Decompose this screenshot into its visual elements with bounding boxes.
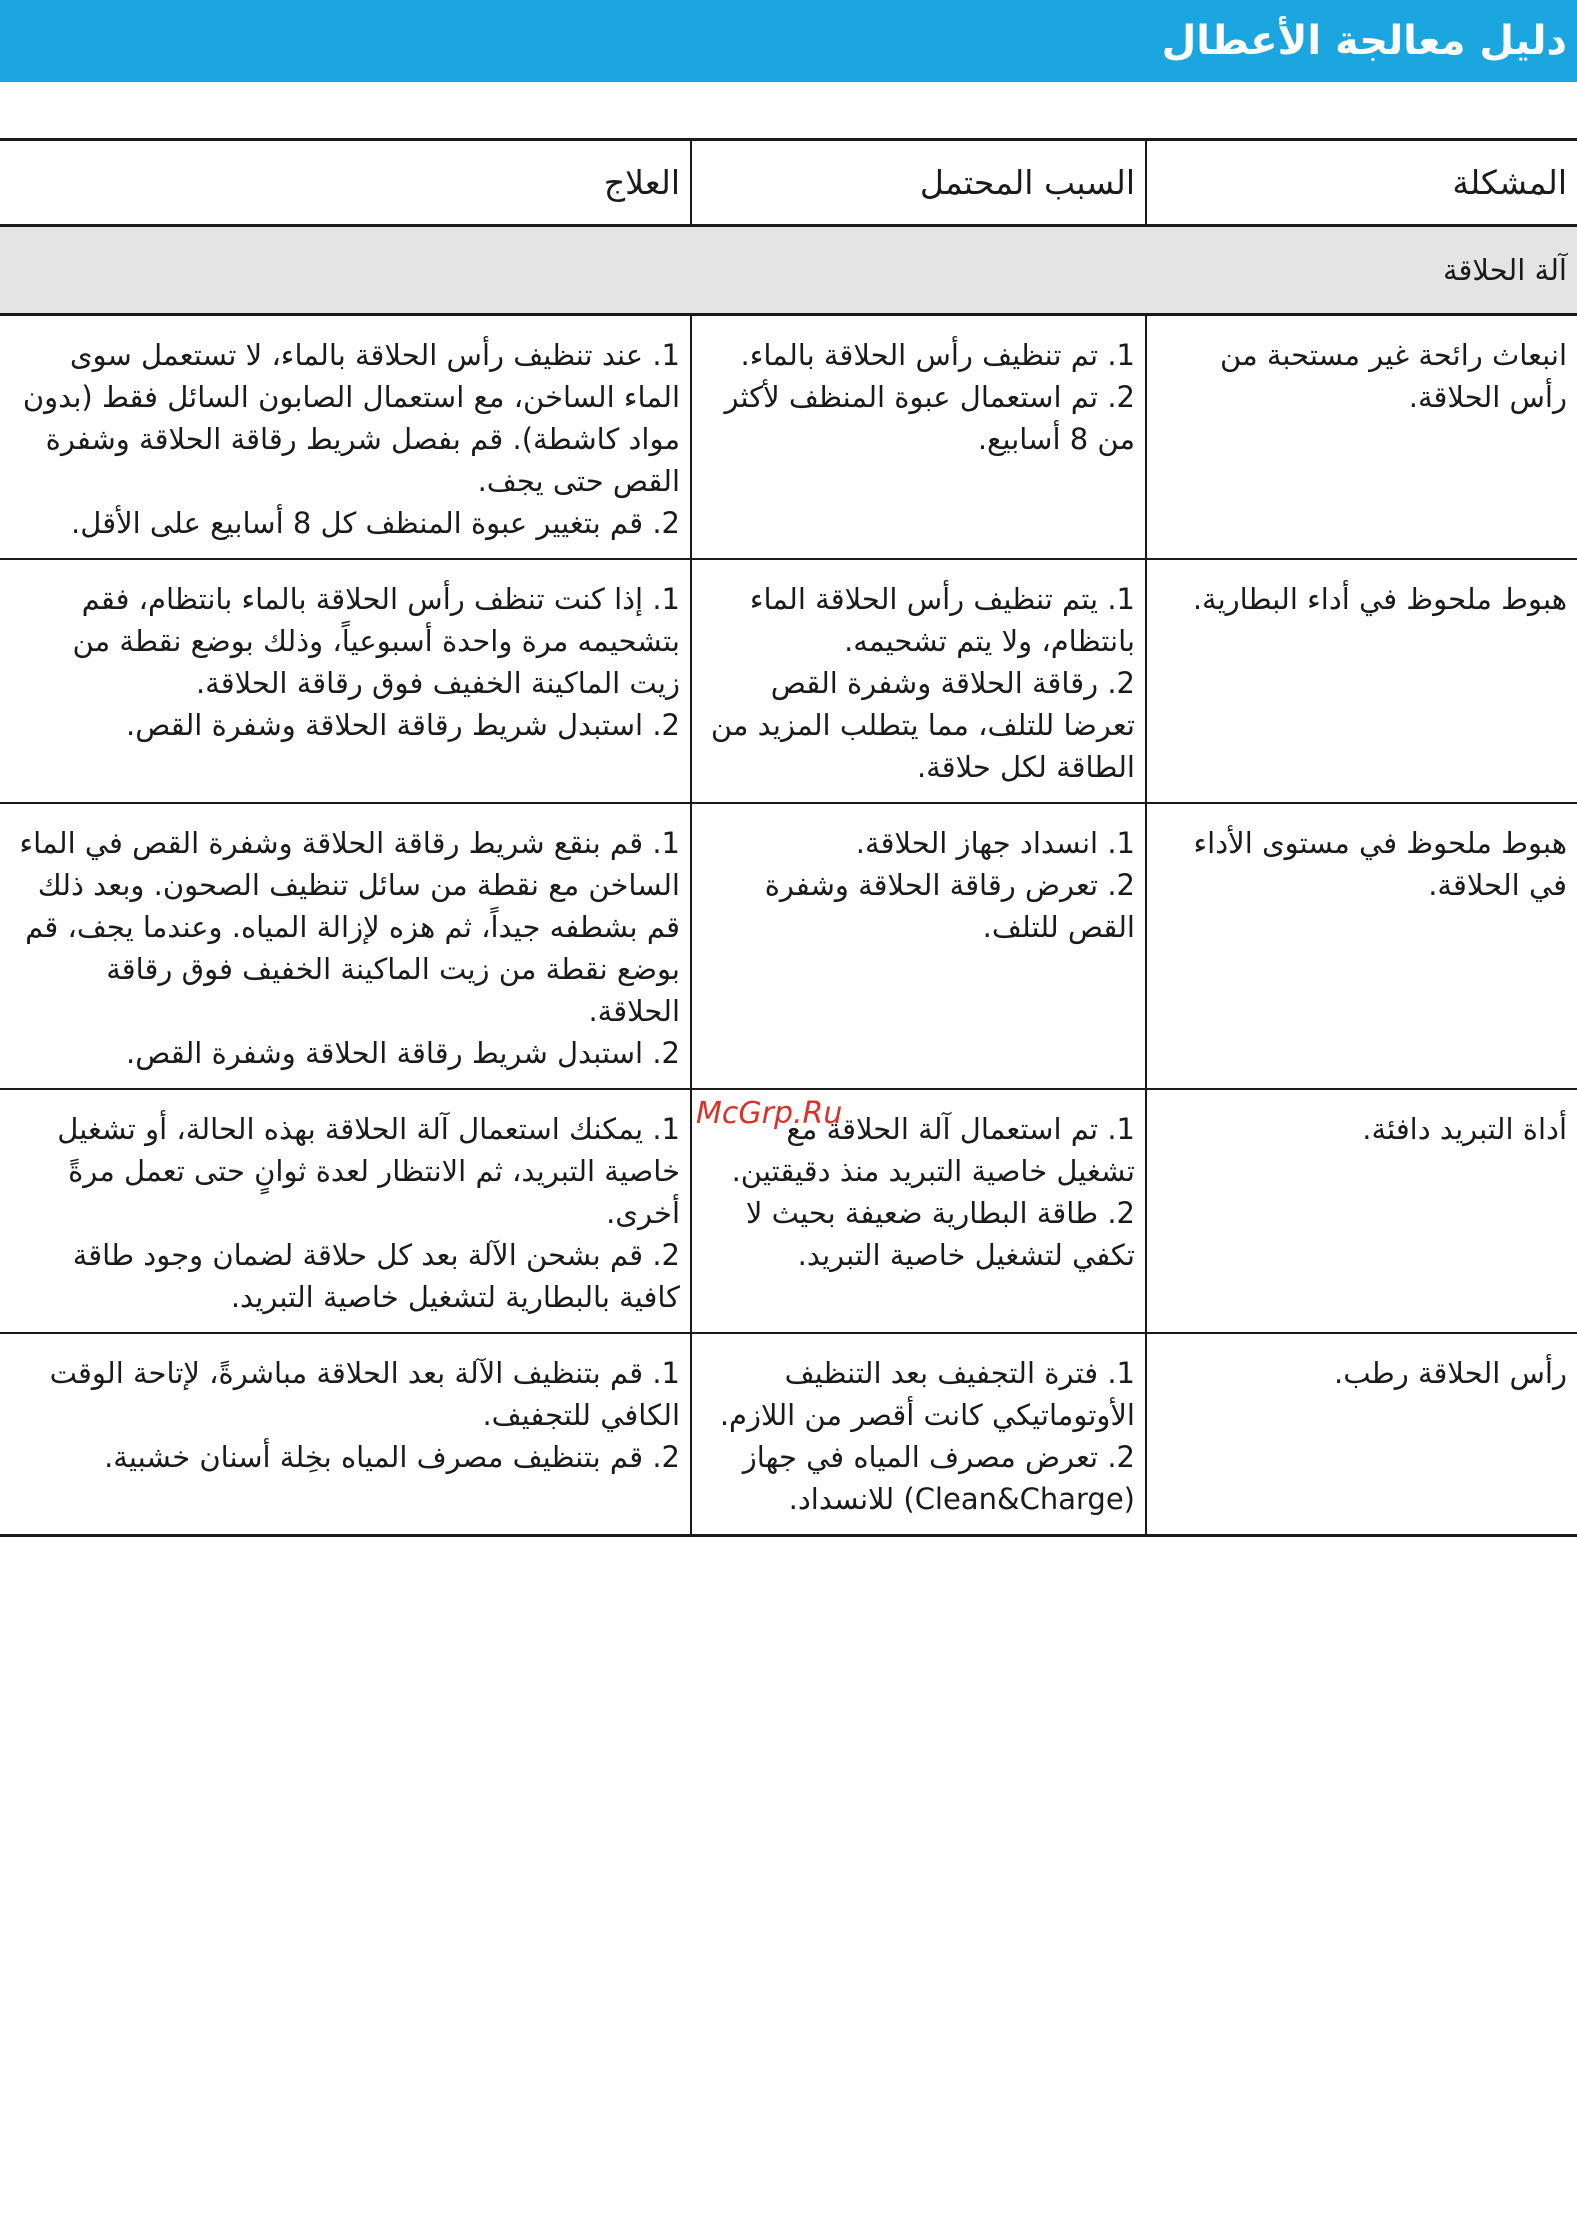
remedy-cell bbox=[0, 559, 691, 803]
remedy-list bbox=[14, 1352, 680, 1478]
cause-list bbox=[706, 1108, 1135, 1276]
header-cause: السبب المحتمل bbox=[691, 140, 1146, 226]
remedy-list bbox=[14, 1108, 680, 1318]
cause-item: 1. تم استعمال آلة الحلاقة مع تشغيل خاصية التبريد منذ دقيقتين. bbox=[731, 1112, 1135, 1188]
remedy-item: 2. استبدل شريط رقاقة الحلاقة وشفرة القص. bbox=[126, 1036, 680, 1070]
cause-item: 1. يتم تنظيف رأس الحلاقة الماء بانتظام، ولا يتم تشحيمه. bbox=[749, 582, 1135, 658]
remedy-item: 2. استبدل شريط رقاقة الحلاقة وشفرة القص. bbox=[126, 708, 680, 742]
remedy-item: 1. عند تنظيف رأس الحلاقة بالماء، لا تستعمل سوى الماء الساخن، مع استعمال الصابون السائل فقط (بدون مواد كاشطة). قم بفصل شريط رقاقة الحلاقة وشفرة القص حتى يجف. bbox=[22, 338, 680, 498]
watermark: McGrp.Ru bbox=[696, 1096, 843, 1131]
problem-cell: رأس الحلاقة رطب. bbox=[1146, 1333, 1577, 1536]
table-row bbox=[0, 315, 1577, 560]
cause-item: 2. تم استعمال عبوة المنظف لأكثر من 8 أسابيع. bbox=[724, 380, 1135, 456]
remedy-list bbox=[14, 578, 680, 746]
header-row bbox=[0, 140, 1577, 226]
cause-cell bbox=[691, 1333, 1146, 1536]
remedy-item: 1. يمكنك استعمال آلة الحلاقة بهذه الحالة، أو تشغيل خاصية التبريد، ثم الانتظار لعدة ثوانٍ حتى تعمل مرةً أخرى. bbox=[57, 1112, 680, 1230]
remedy-item: 2. قم بشحن الآلة بعد كل حلاقة لضمان وجود طاقة كافية بالبطارية لتشغيل خاصية التبريد. bbox=[72, 1238, 680, 1314]
cause-item: 2. طاقة البطارية ضعيفة بحيث لا تكفي لتشغيل خاصية التبريد. bbox=[745, 1196, 1135, 1272]
page-title: دليل معالجة الأعطال bbox=[1161, 18, 1567, 64]
troubleshooting-table-wrap bbox=[0, 138, 1577, 1537]
cause-cell bbox=[691, 803, 1146, 1089]
cause-item: 1. فترة التجفيف بعد التنظيف الأوتوماتيكي كانت أقصر من اللازم. bbox=[719, 1356, 1135, 1432]
cause-item: 2. رقاقة الحلاقة وشفرة القص تعرضا للتلف، مما يتطلب المزيد من الطاقة لكل حلاقة. bbox=[710, 666, 1135, 784]
remedy-cell bbox=[0, 1333, 691, 1536]
remedy-item: 1. إذا كنت تنظف رأس الحلاقة بالماء بانتظام، فقم بتشحيمه مرة واحدة أسبوعياً، وذلك بوضع نقطة من زيت الماكينة الخفيف فوق رقاقة الحلاقة. bbox=[72, 582, 680, 700]
cause-item: 1. انسداد جهاز الحلاقة. bbox=[855, 826, 1135, 860]
cause-cell bbox=[691, 559, 1146, 803]
section-row bbox=[0, 226, 1577, 315]
cause-list bbox=[706, 1352, 1135, 1520]
remedy-cell bbox=[0, 1089, 691, 1333]
cause-item: 1. تم تنظيف رأس الحلاقة بالماء. bbox=[740, 338, 1135, 372]
section-label: آلة الحلاقة bbox=[0, 226, 1577, 315]
remedy-item: 1. قم بنقع شريط رقاقة الحلاقة وشفرة القص في الماء الساخن مع نقطة من سائل تنظيف الصحون. وبعد ذلك قم بشطفه جيداً، ثم هزه لإزالة المياه. وعندما يجف، قم بوضع نقطة من زيت الماكينة الخفيف فوق رقاقة الحلاقة. bbox=[19, 826, 680, 1028]
remedy-item: 2. قم بتغيير عبوة المنظف كل 8 أسابيع على الأقل. bbox=[71, 506, 680, 540]
table-row bbox=[0, 559, 1577, 803]
remedy-item: 1. قم بتنظيف الآلة بعد الحلاقة مباشرةً، لإتاحة الوقت الكافي للتجفيف. bbox=[49, 1356, 680, 1432]
remedy-list bbox=[14, 334, 680, 544]
troubleshooting-table bbox=[0, 138, 1577, 1537]
cause-list bbox=[706, 822, 1135, 948]
cause-list bbox=[706, 578, 1135, 788]
remedy-cell bbox=[0, 315, 691, 560]
cause-cell bbox=[691, 315, 1146, 560]
cause-list bbox=[706, 334, 1135, 460]
header-remedy: العلاج bbox=[0, 140, 691, 226]
problem-cell: أداة التبريد دافئة. bbox=[1146, 1089, 1577, 1333]
cause-item: 2. تعرض مصرف المياه في جهاز (Clean&Charge) للانسداد. bbox=[742, 1440, 1135, 1516]
problem-cell: هبوط ملحوظ في أداء البطارية. bbox=[1146, 559, 1577, 803]
table-row bbox=[0, 803, 1577, 1089]
remedy-item: 2. قم بتنظيف مصرف المياه بخِلة أسنان خشبية. bbox=[104, 1440, 680, 1474]
cause-item: 2. تعرض رقاقة الحلاقة وشفرة القص للتلف. bbox=[764, 868, 1135, 944]
problem-cell: هبوط ملحوظ في مستوى الأداء في الحلاقة. bbox=[1146, 803, 1577, 1089]
remedy-cell bbox=[0, 803, 691, 1089]
header-problem: المشكلة bbox=[1146, 140, 1577, 226]
problem-cell: انبعاث رائحة غير مستحبة من رأس الحلاقة. bbox=[1146, 315, 1577, 560]
table-row bbox=[0, 1333, 1577, 1536]
title-bar bbox=[0, 0, 1577, 82]
remedy-list bbox=[14, 822, 680, 1074]
